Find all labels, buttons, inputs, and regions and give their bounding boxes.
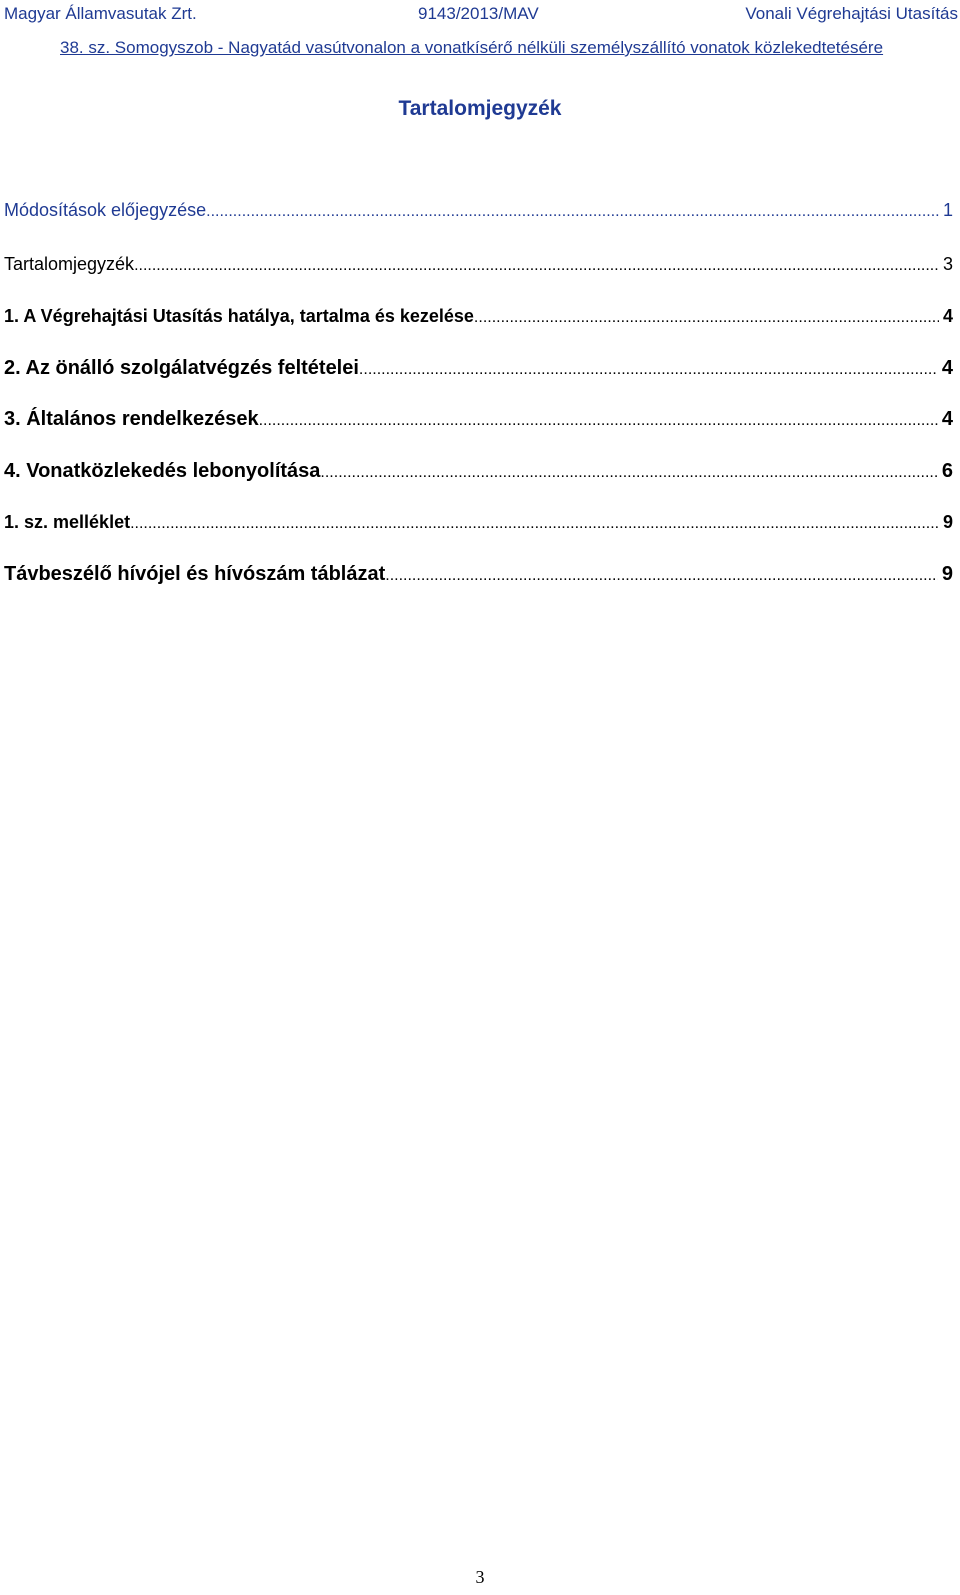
toc-entry-page: 9 [942, 512, 953, 532]
toc-leader-dots [206, 203, 939, 221]
toc-entry-label: 4. Vonatközlekedés lebonyolítása [4, 460, 321, 482]
toc-leader-dots [385, 567, 938, 585]
toc-entry-section-2[interactable] [4, 357, 953, 385]
toc-entry-page: 6 [941, 460, 953, 482]
toc-entry-melleklet-1[interactable] [4, 512, 953, 540]
toc-leader-dots [259, 412, 938, 430]
toc-entry-modositasok[interactable] [4, 200, 953, 228]
header-company: Magyar Államvasutak Zrt. [4, 4, 197, 23]
toc-entry-section-1[interactable] [4, 306, 953, 334]
header-doc-type: Vonali Végrehajtási Utasítás [745, 4, 958, 23]
toc-title: Tartalomjegyzék [398, 97, 562, 120]
toc-entry-label: 3. Általános rendelkezések [4, 408, 259, 430]
header-subtitle: 38. sz. Somogyszob - Nagyatád vasútvonalon a vonatkísérő nélküli személyszállító vonatok közlekedtetésére [60, 38, 884, 57]
toc-leader-dots [134, 257, 939, 275]
toc-entry-label: 1. A Végrehajtási Utasítás hatálya, tartalma és kezelése [4, 306, 474, 326]
toc-entry-page: 4 [941, 357, 953, 379]
toc-leader-dots [320, 464, 937, 482]
toc-entry-section-4[interactable] [4, 460, 953, 488]
toc-entry-page: 3 [942, 254, 953, 274]
toc-entry-label: 2. Az önálló szolgálatvégzés feltételei [4, 357, 359, 379]
toc-entry-page: 4 [942, 306, 953, 326]
toc-leader-dots [359, 361, 938, 379]
header-doc-number: 9143/2013/MAV [418, 4, 539, 23]
toc-entry-label: 1. sz. melléklet [4, 512, 131, 532]
toc-entry-tavbeszelo[interactable] [4, 563, 953, 591]
toc-entry-label: Módosítások előjegyzése [4, 200, 207, 220]
toc-entry-page: 4 [941, 408, 953, 430]
toc-entry-section-3[interactable] [4, 408, 953, 436]
page-number: 3 [475, 1567, 485, 1587]
page-header [0, 4, 960, 28]
toc-entry-page: 1 [942, 200, 953, 220]
toc-entry-tartalomjegyzek[interactable] [4, 254, 953, 282]
toc-entry-page: 9 [941, 563, 953, 585]
toc-leader-dots [474, 309, 939, 327]
toc-leader-dots [130, 515, 939, 533]
toc-entry-label: Távbeszélő hívójel és hívószám táblázat [4, 563, 386, 585]
toc-entry-label: Tartalomjegyzék [4, 254, 135, 274]
